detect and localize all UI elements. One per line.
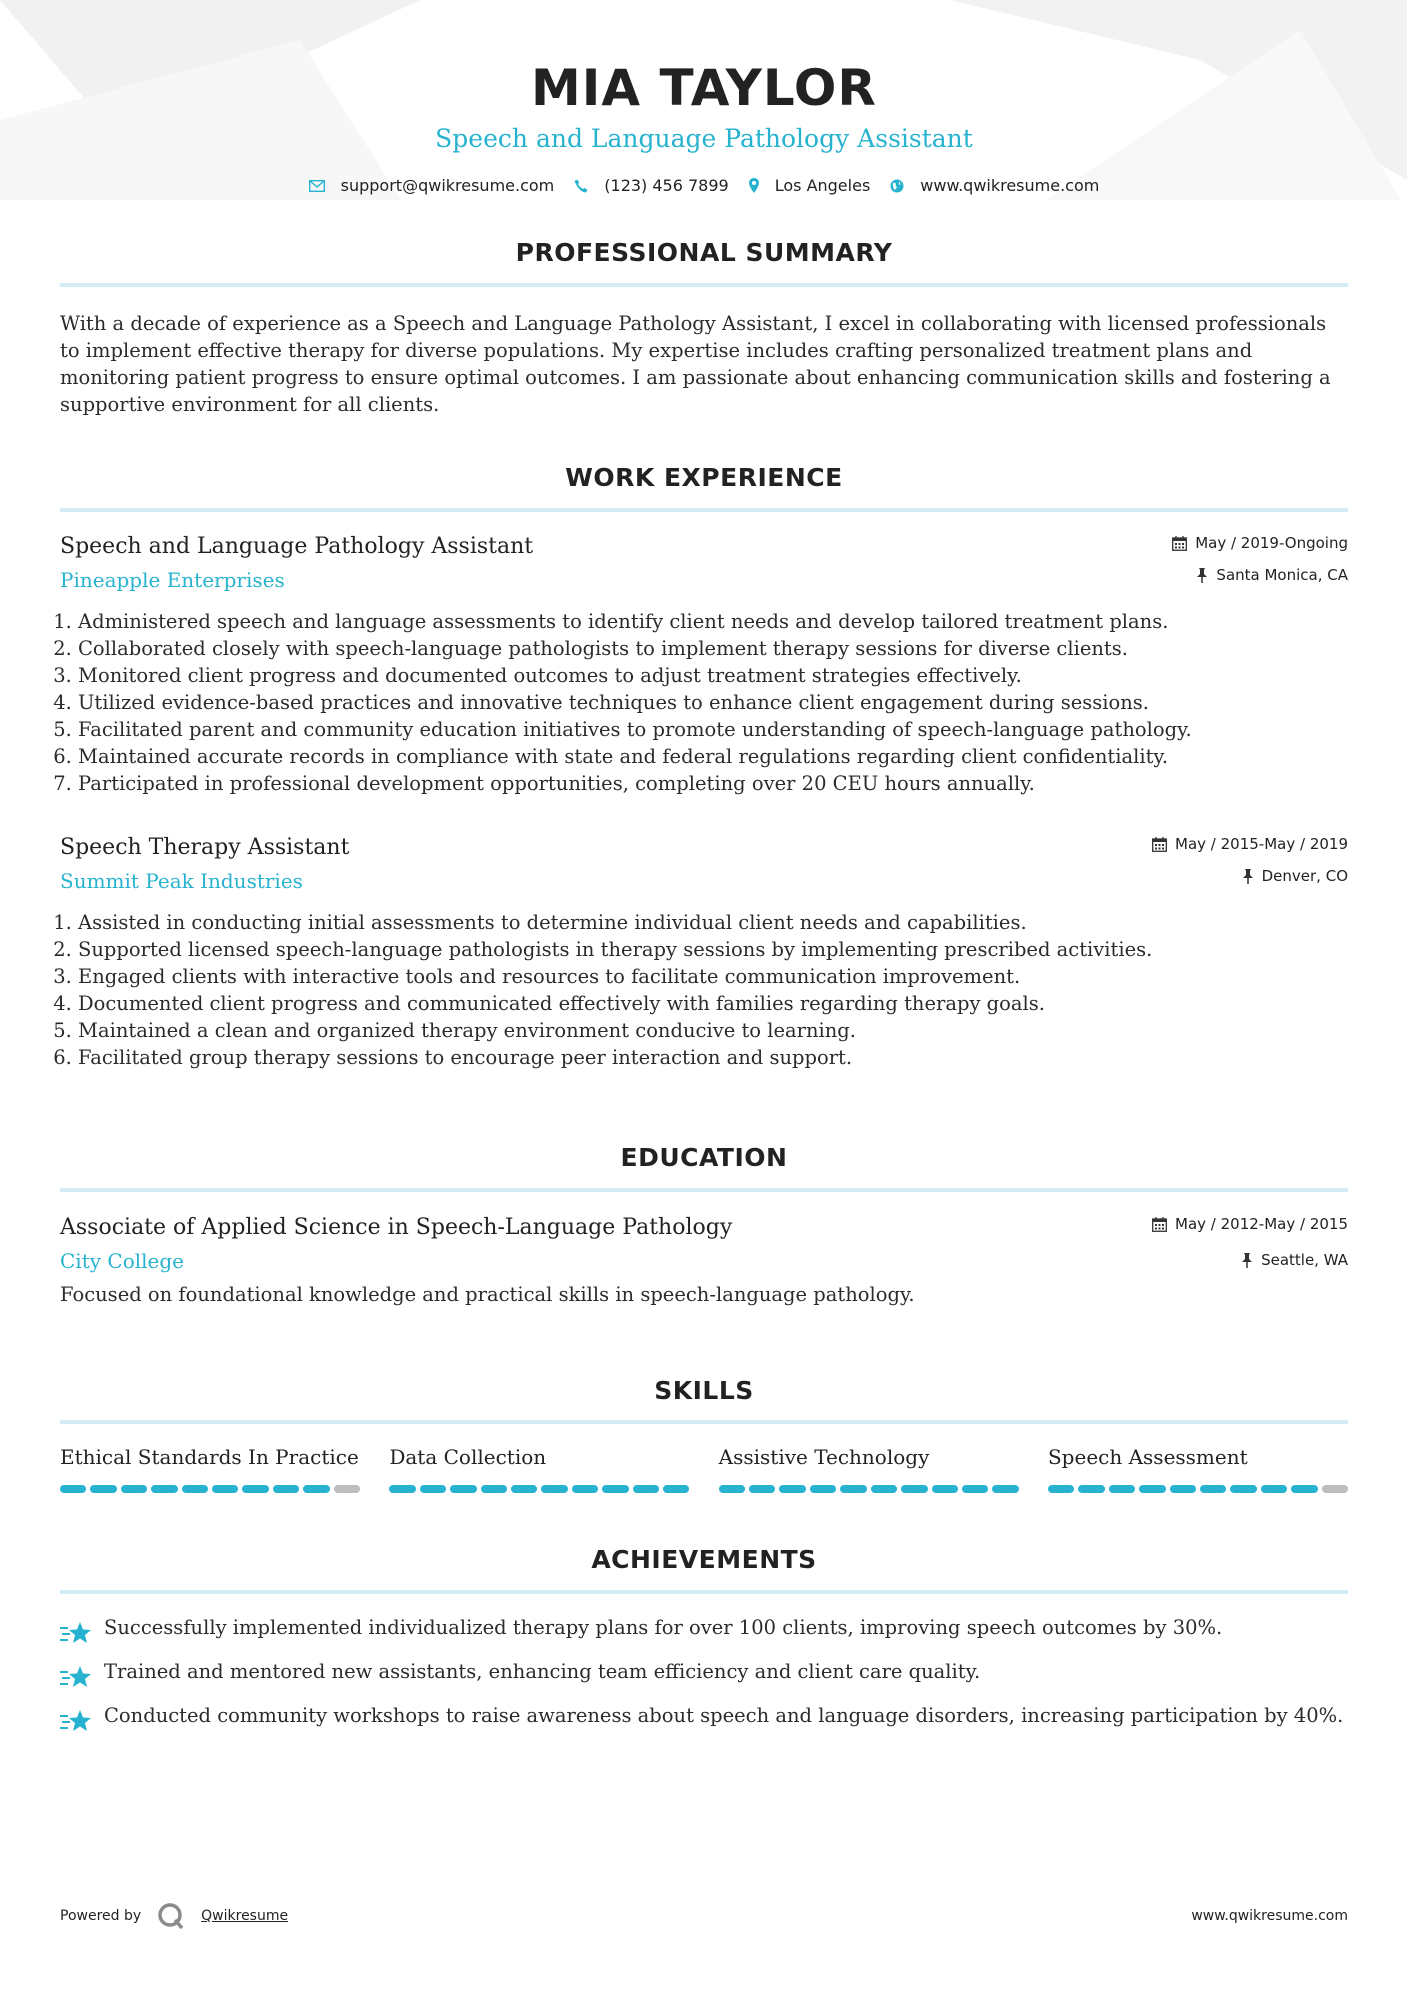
- skill-level-segment-filled: [1170, 1485, 1196, 1493]
- job-bullet: 3. Engaged clients with interactive tools and resources to facilitate communication improvement.: [78, 963, 1348, 990]
- contact-website[interactable]: [890, 176, 1099, 195]
- phone-icon: [574, 179, 588, 193]
- skill-level-segment-empty: [334, 1485, 360, 1493]
- skill-name: Data Collection: [389, 1445, 547, 1469]
- skill-level-segment-filled: [1230, 1485, 1256, 1493]
- achievement-item: [60, 1658, 1348, 1702]
- summary-text: With a decade of experience as a Speech and Language Pathology Assistant, I excel in collaborating with licensed professionals to implement effective therapy for diverse populations. My expertise includes crafting personalized treatment plans and monitoring patient progress to ensure optimal outcomes. I am passionate about enhancing communication skills and fostering a supportive environment for all clients.: [60, 312, 1331, 416]
- education-description: Focused on foundational knowledge and practical skills in speech-language pathology.: [60, 1283, 915, 1306]
- achievement-item: [60, 1702, 1348, 1746]
- job-title: Speech and Language Pathology Assistant: [60, 534, 534, 559]
- skill-level-segment-filled: [1109, 1485, 1135, 1493]
- summary-heading: PROFESSIONAL SUMMARY: [515, 238, 893, 267]
- footer-website[interactable]: www.qwikresume.com: [1191, 1908, 1348, 1924]
- education-entry: [60, 1213, 1348, 1308]
- skill-level-segment-filled: [420, 1485, 446, 1493]
- education-divider: [60, 1188, 1348, 1192]
- contact-location-text: Los Angeles: [774, 176, 871, 195]
- job-bullet: 1. Administered speech and language assessments to identify client needs and develop tailored treatment plans.: [78, 608, 1348, 635]
- skill-level-segment-filled: [871, 1485, 897, 1493]
- skill-level-segment-filled: [1291, 1485, 1317, 1493]
- shooting-star-icon: [60, 1664, 92, 1690]
- skill-level-segment-filled: [779, 1485, 805, 1493]
- resume-header: [60, 0, 1348, 195]
- skill-level-segment-filled: [151, 1485, 177, 1493]
- skill-item: [389, 1443, 689, 1493]
- pin-icon: [1241, 1253, 1253, 1268]
- skill-level-segment-filled: [719, 1485, 745, 1493]
- skill-level-segment-filled: [1139, 1485, 1165, 1493]
- job-bullet: 6. Facilitated group therapy sessions to encourage peer interaction and support.: [78, 1044, 1348, 1071]
- achievement-text: Successfully implemented individualized therapy plans for over 100 clients, improving speech outcomes by 30%.: [104, 1616, 1223, 1639]
- achievements-divider: [60, 1590, 1348, 1594]
- job-entry: [60, 532, 1348, 797]
- achievement-text: Conducted community workshops to raise awareness about speech and language disorders, increasing participation by 40%.: [104, 1704, 1344, 1727]
- skill-level-segment-filled: [992, 1485, 1018, 1493]
- job-bullet: 3. Monitored client progress and documented outcomes to adjust treatment strategies effectively.: [78, 662, 1348, 689]
- contact-bar: [60, 176, 1348, 195]
- skill-level-segment-filled: [389, 1485, 415, 1493]
- skill-level-bar: [719, 1485, 1019, 1493]
- page-footer: [60, 1902, 1348, 1930]
- skill-level-segment-filled: [242, 1485, 268, 1493]
- job-location: Denver, CO: [1261, 867, 1348, 885]
- skill-level-segment-filled: [962, 1485, 988, 1493]
- skill-level-segment-filled: [481, 1485, 507, 1493]
- skill-name: Assistive Technology: [718, 1445, 930, 1469]
- skill-level-bar: [60, 1485, 360, 1493]
- job-bullet: 2. Supported licensed speech-language pathologists in therapy sessions by implementing prescribed activities.: [78, 936, 1348, 963]
- job-bullets: [60, 608, 1348, 797]
- skill-level-segment-filled: [60, 1485, 86, 1493]
- skill-level-segment-filled: [450, 1485, 476, 1493]
- job-bullet: 1. Assisted in conducting initial assessments to determine individual client needs and capabilities.: [78, 909, 1348, 936]
- achievements-heading: ACHIEVEMENTS: [591, 1545, 817, 1574]
- skill-level-segment-filled: [541, 1485, 567, 1493]
- qwikresume-link[interactable]: Qwikresume: [201, 1908, 289, 1924]
- calendar-icon: [1172, 536, 1187, 551]
- job-bullet: 7. Participated in professional development opportunities, completing over 20 CEU hours annually.: [78, 770, 1348, 797]
- skill-level-segment-filled: [633, 1485, 659, 1493]
- skills-list: [60, 1443, 1348, 1493]
- candidate-title: Speech and Language Pathology Assistant: [435, 124, 973, 153]
- map-pin-icon: [749, 178, 759, 193]
- job-dates: May / 2019-Ongoing: [1195, 534, 1348, 552]
- job-bullet: 4. Utilized evidence-based practices and innovative techniques to enhance client engagement during sessions.: [78, 689, 1348, 716]
- globe-icon: [890, 179, 904, 193]
- skill-level-segment-filled: [901, 1485, 927, 1493]
- job-bullet: 5. Facilitated parent and community education initiatives to promote understanding of speech-language pathology.: [78, 716, 1348, 743]
- experience-divider: [60, 508, 1348, 512]
- achievements-list: [60, 1614, 1348, 1746]
- achievement-text: Trained and mentored new assistants, enhancing team efficiency and client care quality.: [104, 1660, 981, 1683]
- skill-item: [719, 1443, 1019, 1493]
- skill-level-segment-filled: [90, 1485, 116, 1493]
- skill-level-segment-filled: [749, 1485, 775, 1493]
- skills-heading: SKILLS: [654, 1376, 754, 1405]
- education-school: City College: [60, 1249, 185, 1273]
- candidate-name: MIA TAYLOR: [531, 59, 877, 117]
- education-heading: EDUCATION: [620, 1143, 788, 1172]
- powered-by-label: Powered by: [60, 1908, 142, 1924]
- skill-level-segment-filled: [602, 1485, 628, 1493]
- job-bullet: 6. Maintained accurate records in compliance with state and federal regulations regarding client confidentiality.: [78, 743, 1348, 770]
- shooting-star-icon: [60, 1620, 92, 1646]
- job-company: Pineapple Enterprises: [60, 568, 285, 592]
- skill-level-bar: [389, 1485, 689, 1493]
- skill-level-segment-filled: [1048, 1485, 1074, 1493]
- job-bullet: 5. Maintained a clean and organized therapy environment conducive to learning.: [78, 1017, 1348, 1044]
- contact-location: [749, 176, 871, 195]
- contact-phone-text: (123) 456 7899: [604, 176, 729, 195]
- skill-level-segment-filled: [1261, 1485, 1287, 1493]
- resume-page: [60, 0, 1348, 1727]
- job-bullet: 4. Documented client progress and communicated effectively with families regarding therapy goals.: [78, 990, 1348, 1017]
- skill-level-segment-filled: [303, 1485, 329, 1493]
- education-dates: May / 2012-May / 2015: [1175, 1215, 1348, 1233]
- skill-level-segment-filled: [810, 1485, 836, 1493]
- job-dates: May / 2015-May / 2019: [1175, 835, 1348, 853]
- contact-phone[interactable]: [574, 176, 728, 195]
- skill-name: Speech Assessment: [1047, 1445, 1248, 1469]
- contact-email[interactable]: [309, 176, 555, 195]
- skill-level-segment-filled: [840, 1485, 866, 1493]
- skill-level-segment-filled: [932, 1485, 958, 1493]
- skill-name: Ethical Standards In Practice: [60, 1445, 359, 1469]
- skill-level-segment-empty: [1322, 1485, 1348, 1493]
- job-meta: [1172, 532, 1348, 596]
- skill-level-segment-filled: [212, 1485, 238, 1493]
- experience-heading: WORK EXPERIENCE: [565, 463, 843, 492]
- skill-level-segment-filled: [663, 1485, 689, 1493]
- skill-level-segment-filled: [511, 1485, 537, 1493]
- skill-item: [1048, 1443, 1348, 1493]
- pin-icon: [1242, 869, 1254, 884]
- education-meta: [1152, 1213, 1348, 1281]
- contact-email-text: support@qwikresume.com: [340, 176, 555, 195]
- achievement-item: [60, 1614, 1348, 1658]
- calendar-icon: [1152, 837, 1167, 852]
- qwikresume-logo-icon: [157, 1902, 185, 1930]
- skills-divider: [60, 1420, 1348, 1424]
- envelope-icon: [309, 180, 325, 192]
- footer-powered-by: [60, 1902, 288, 1930]
- skill-level-segment-filled: [121, 1485, 147, 1493]
- shooting-star-icon: [60, 1708, 92, 1734]
- skill-level-segment-filled: [182, 1485, 208, 1493]
- contact-website-text: www.qwikresume.com: [920, 176, 1100, 195]
- job-entry: [60, 833, 1348, 1071]
- job-title: Speech Therapy Assistant: [60, 835, 350, 860]
- job-bullets: [60, 909, 1348, 1071]
- education-location: Seattle, WA: [1261, 1251, 1348, 1269]
- skill-level-segment-filled: [1200, 1485, 1226, 1493]
- skill-item: [60, 1443, 360, 1493]
- skill-level-bar: [1048, 1485, 1348, 1493]
- skill-level-segment-filled: [572, 1485, 598, 1493]
- job-location: Santa Monica, CA: [1216, 566, 1348, 584]
- job-company: Summit Peak Industries: [60, 869, 303, 893]
- pin-icon: [1196, 568, 1208, 583]
- summary-divider: [60, 283, 1348, 287]
- job-meta: [1152, 833, 1348, 897]
- skill-level-segment-filled: [1078, 1485, 1104, 1493]
- education-degree: Associate of Applied Science in Speech-Language Pathology: [60, 1215, 733, 1240]
- skill-level-segment-filled: [273, 1485, 299, 1493]
- job-bullet: 2. Collaborated closely with speech-language pathologists to implement therapy sessions for diverse clients.: [78, 635, 1348, 662]
- calendar-icon: [1152, 1217, 1167, 1232]
